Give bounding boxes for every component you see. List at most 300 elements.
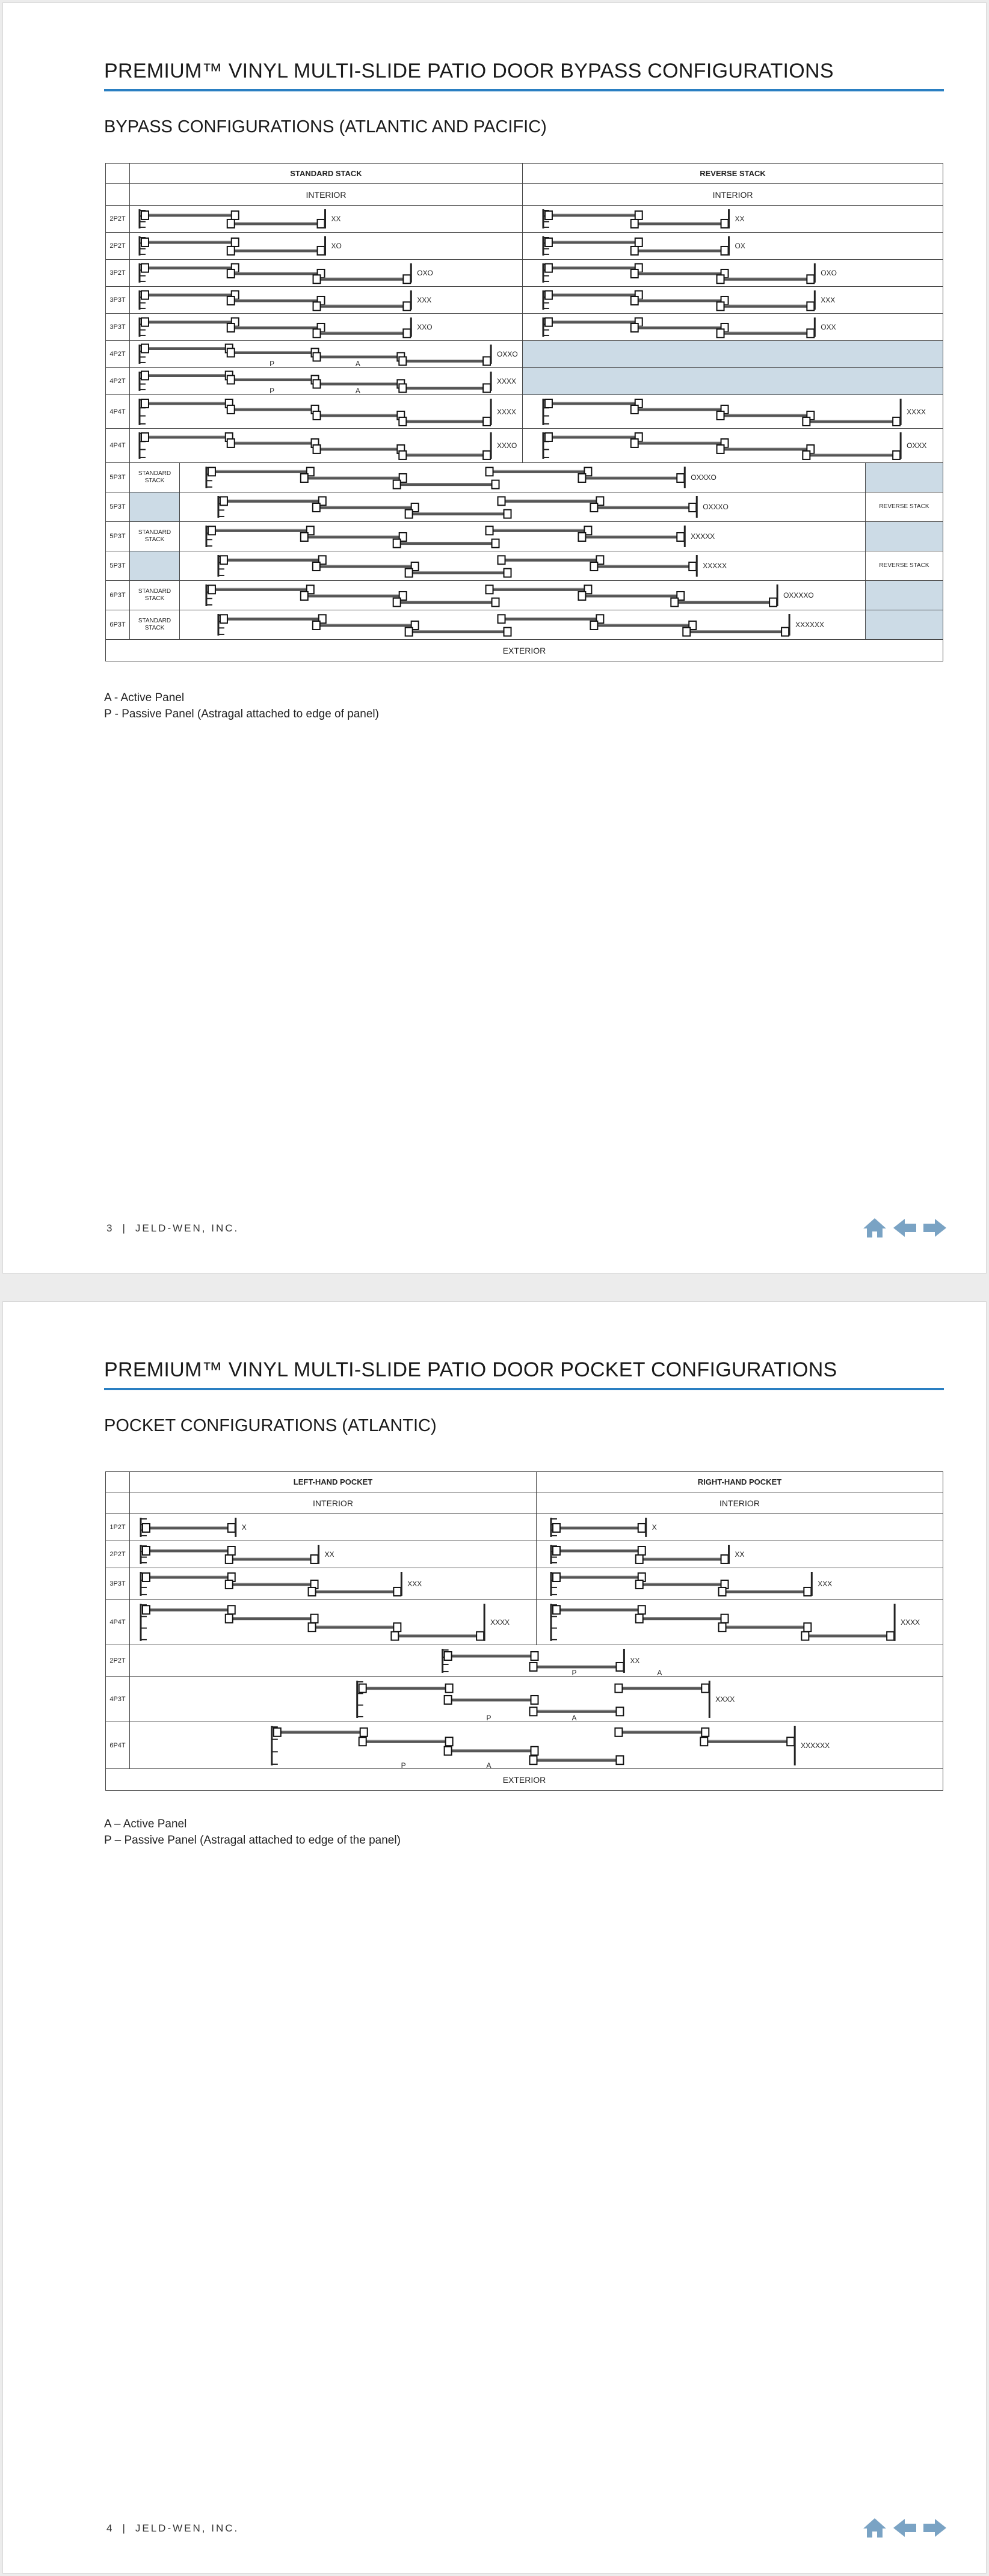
door-panel <box>719 1623 812 1631</box>
legend-item-active: A - Active Panel <box>104 692 185 704</box>
standard-stack-diagram <box>130 367 523 394</box>
configuration-label: XX <box>735 214 745 223</box>
row-code: 6P3T <box>106 610 130 640</box>
reverse-stack-svg <box>523 233 943 259</box>
legend <box>104 690 379 722</box>
left-pocket-svg <box>130 1600 536 1645</box>
door-panel <box>631 296 729 305</box>
door-panel <box>359 1737 453 1746</box>
standard-stack-svg <box>130 233 522 259</box>
door-panel <box>301 474 407 482</box>
door-panel <box>399 417 490 426</box>
stack-label-left <box>130 492 180 522</box>
reverse-stack-svg <box>523 287 943 313</box>
configuration-label: XX <box>331 214 341 223</box>
left-pocket-svg <box>130 1514 536 1541</box>
left-hand-pocket-diagram <box>130 1599 537 1645</box>
legend-item-passive: P – Passive Panel (Astragal attached to edge of the panel) <box>104 1834 401 1847</box>
stack-label-right <box>866 463 943 492</box>
door-panel <box>227 247 325 255</box>
door-panel <box>545 238 642 247</box>
navigation-buttons <box>861 1216 948 1239</box>
configuration-label: OXXX <box>907 441 927 450</box>
door-panel <box>227 405 319 414</box>
table-row <box>106 463 943 492</box>
stack-label-left: STANDARD STACK <box>130 581 180 610</box>
row-code: 5P3T <box>106 463 130 492</box>
panel-mark-label: A <box>572 1713 577 1722</box>
door-panel <box>226 1580 318 1589</box>
page-footer <box>106 1222 239 1234</box>
arrow-right-icon[interactable] <box>922 1216 948 1239</box>
standard-stack-svg <box>130 368 522 394</box>
door-panel <box>208 527 314 535</box>
left-pocket-svg <box>130 1541 536 1568</box>
door-panel <box>631 324 729 332</box>
page-title: PREMIUM™ VINYL MULTI-SLIDE PATIO DOOR BYPASS CONFIGURATIONS <box>104 60 834 82</box>
door-panel <box>671 598 777 607</box>
door-panel <box>226 1555 318 1563</box>
configuration-label: XXXXX <box>691 532 715 541</box>
door-panel <box>578 592 684 600</box>
configuration-label: XXX <box>818 1579 833 1588</box>
door-panel <box>393 598 499 607</box>
title-rule <box>104 1388 944 1390</box>
home-icon[interactable] <box>861 2516 888 2539</box>
configuration-label: OXO <box>821 268 837 277</box>
arrow-left-icon[interactable] <box>892 1216 918 1239</box>
door-panel <box>545 264 642 272</box>
door-panel <box>274 1728 368 1736</box>
footer-separator: | <box>122 2522 127 2534</box>
exterior-label: EXTERIOR <box>106 640 943 661</box>
reverse-stack-svg <box>523 395 943 429</box>
door-panel <box>141 317 239 326</box>
right-pocket-svg <box>537 1600 943 1645</box>
configuration-label: OXO <box>417 268 433 277</box>
row-code: 3P3T <box>106 286 130 313</box>
page-3 <box>2 2 987 1274</box>
row-code: 4P4T <box>106 1599 130 1645</box>
row-code: 6P3T <box>106 581 130 610</box>
pocket-configurations-table <box>105 1471 943 1791</box>
configuration-label: OXXXXO <box>783 591 814 600</box>
door-panel <box>143 1573 235 1581</box>
wide-diagram <box>180 610 866 640</box>
row-code: 3P2T <box>106 259 130 286</box>
door-panel <box>636 1555 729 1563</box>
row-code: 4P2T <box>106 340 130 367</box>
company-name: JELD-WEN, INC. <box>135 2522 239 2534</box>
right-hand-pocket-diagram <box>537 1514 943 1541</box>
configuration-label: XXXXX <box>703 562 727 571</box>
door-panel <box>313 411 405 420</box>
door-panel <box>141 264 239 272</box>
panel-mark-label: P <box>572 1668 577 1676</box>
reverse-stack-svg <box>523 260 943 286</box>
table-row <box>106 551 943 581</box>
row-code: 4P2T <box>106 367 130 394</box>
table-row <box>106 394 943 429</box>
door-panel <box>545 211 642 219</box>
reverse-stack-diagram <box>523 206 943 233</box>
standard-stack-diagram <box>130 340 523 367</box>
table-row <box>106 1568 943 1599</box>
panel-mark-label: A <box>355 386 360 394</box>
door-panel <box>578 533 684 541</box>
wide-diagram <box>180 581 866 610</box>
right-hand-pocket-diagram <box>537 1568 943 1599</box>
configuration-label: XXX <box>417 295 432 304</box>
center-pocket-diagram <box>130 1645 943 1676</box>
wide-diagram <box>180 551 866 581</box>
configuration-label: X <box>241 1523 247 1532</box>
door-panel <box>445 1652 538 1660</box>
row-code: 1P2T <box>106 1514 130 1541</box>
door-panel <box>405 628 511 636</box>
door-panel <box>803 451 900 459</box>
navigation-buttons <box>861 2516 948 2539</box>
panel-mark-label: A <box>355 359 360 367</box>
corner-cell <box>106 184 130 206</box>
row-code: 3P3T <box>106 313 130 340</box>
legend-item-active: A – Active Panel <box>104 1818 187 1830</box>
row-code: 2P2T <box>106 1645 130 1676</box>
table-row <box>106 313 943 340</box>
door-panel <box>309 1587 401 1596</box>
column-header-left-hand-pocket: LEFT-HAND POCKET <box>130 1472 537 1492</box>
reverse-stack-diagram <box>523 286 943 313</box>
door-panel <box>141 433 233 441</box>
corner-cell <box>106 1492 130 1514</box>
door-panel <box>553 1573 645 1581</box>
stack-label-left: STANDARD STACK <box>130 522 180 551</box>
row-code: 5P3T <box>106 551 130 581</box>
configuration-label: XXXX <box>715 1694 735 1704</box>
standard-stack-svg <box>130 287 522 313</box>
door-panel <box>301 592 407 600</box>
door-panel <box>313 621 419 630</box>
wide-diagram-svg <box>180 463 865 492</box>
panel-mark-label: P <box>401 1761 406 1769</box>
bypass-configurations-table <box>105 163 943 661</box>
door-panel <box>636 1614 729 1622</box>
configuration-label: XXXX <box>497 407 517 416</box>
stack-label-left <box>130 551 180 581</box>
door-panel <box>717 329 815 337</box>
configuration-label: XXXXXX <box>795 621 825 630</box>
door-panel <box>498 497 604 506</box>
wide-diagram-svg <box>180 492 865 521</box>
door-panel <box>717 302 815 310</box>
row-code: 2P2T <box>106 232 130 259</box>
door-panel <box>141 344 233 352</box>
center-pocket-svg <box>130 1677 943 1722</box>
door-panel <box>717 275 815 283</box>
door-panel <box>227 375 319 384</box>
door-panel <box>220 615 326 623</box>
table-row <box>106 492 943 522</box>
configuration-label: XX <box>735 1550 745 1559</box>
table-row <box>106 286 943 313</box>
door-panel <box>803 417 900 426</box>
wide-diagram-svg <box>180 551 865 580</box>
standard-stack-diagram <box>130 394 523 429</box>
configuration-label: XXX <box>407 1579 422 1588</box>
row-code: 4P3T <box>106 1676 130 1722</box>
panel-mark-label: A <box>486 1761 491 1769</box>
configuration-label: XXXX <box>901 1618 920 1627</box>
door-panel <box>578 474 684 482</box>
door-panel <box>636 1580 729 1589</box>
panel-mark-label: P <box>486 1713 491 1722</box>
door-panel <box>545 317 642 326</box>
standard-stack-diagram <box>130 206 523 233</box>
configuration-label: OXX <box>821 322 836 331</box>
door-panel <box>700 1737 794 1746</box>
stack-label-right: REVERSE STACK <box>866 492 943 522</box>
configuration-label: XXXO <box>497 441 517 450</box>
right-pocket-svg <box>537 1514 943 1541</box>
standard-stack-svg <box>130 395 522 429</box>
page-number: 3 <box>106 1222 114 1234</box>
door-panel <box>141 399 233 408</box>
section-title: POCKET CONFIGURATIONS (ATLANTIC) <box>104 1416 437 1435</box>
page-footer <box>106 2522 239 2535</box>
door-panel <box>227 439 319 447</box>
center-pocket-svg <box>130 1722 943 1769</box>
table-row <box>106 232 943 259</box>
door-panel <box>445 1696 538 1704</box>
door-panel <box>399 451 490 459</box>
exterior-label: EXTERIOR <box>106 1769 943 1791</box>
stack-label-left: STANDARD STACK <box>130 610 180 640</box>
door-panel <box>631 219 729 228</box>
door-panel <box>590 503 696 512</box>
door-panel <box>143 1524 235 1532</box>
company-name: JELD-WEN, INC. <box>135 1222 239 1234</box>
standard-stack-diagram <box>130 232 523 259</box>
corner-cell <box>106 1472 130 1492</box>
door-panel <box>141 238 239 247</box>
door-panel <box>313 275 411 283</box>
column-header-standard-stack: STANDARD STACK <box>130 164 523 184</box>
center-pocket-svg <box>130 1645 943 1676</box>
door-panel <box>553 1524 645 1532</box>
standard-stack-diagram <box>130 313 523 340</box>
door-panel <box>486 527 592 535</box>
door-panel <box>545 433 642 441</box>
configuration-label: XXXX <box>497 376 517 385</box>
door-panel <box>208 586 314 594</box>
interior-label-right: INTERIOR <box>523 184 943 206</box>
door-panel <box>359 1684 453 1692</box>
door-panel <box>801 1631 894 1640</box>
configuration-label: XXXXXX <box>801 1741 830 1750</box>
right-hand-pocket-diagram <box>537 1599 943 1645</box>
door-panel <box>313 329 411 337</box>
table-row <box>106 367 943 394</box>
stack-label-right <box>866 581 943 610</box>
door-panel <box>309 1623 401 1631</box>
door-panel <box>683 628 789 636</box>
door-panel <box>615 1684 709 1692</box>
footer-separator: | <box>122 1222 127 1234</box>
reverse-stack-diagram <box>523 259 943 286</box>
wide-diagram <box>180 463 866 492</box>
standard-stack-svg <box>130 341 522 367</box>
arrow-right-icon[interactable] <box>922 2516 948 2539</box>
door-panel <box>313 503 419 512</box>
door-panel <box>486 468 592 476</box>
door-panel <box>545 290 642 299</box>
wide-diagram-svg <box>180 581 865 610</box>
corner-cell <box>106 164 130 184</box>
door-panel <box>545 399 642 408</box>
table-row <box>106 429 943 463</box>
door-panel <box>631 439 729 447</box>
row-code: 2P2T <box>106 206 130 233</box>
door-panel <box>141 371 233 379</box>
door-panel <box>530 1756 624 1764</box>
wide-diagram <box>180 522 866 551</box>
door-panel <box>393 539 499 548</box>
standard-stack-diagram <box>130 259 523 286</box>
row-code: 4P4T <box>106 429 130 463</box>
door-panel <box>393 480 499 489</box>
door-panel <box>717 411 815 420</box>
door-panel <box>313 445 405 453</box>
door-panel <box>227 296 325 305</box>
door-panel <box>553 1605 645 1614</box>
configuration-label: XXXX <box>907 407 926 416</box>
column-header-reverse-stack: REVERSE STACK <box>523 164 943 184</box>
interior-label-left: INTERIOR <box>130 184 523 206</box>
configuration-label: XXO <box>417 322 433 331</box>
door-panel <box>226 1614 318 1622</box>
door-panel <box>141 290 239 299</box>
table-row <box>106 610 943 640</box>
reverse-stack-svg <box>523 341 943 367</box>
arrow-left-icon[interactable] <box>892 2516 918 2539</box>
legend-item-passive: P - Passive Panel (Astragal attached to edge of panel) <box>104 708 379 720</box>
door-panel <box>590 621 696 630</box>
door-panel <box>143 1547 235 1555</box>
right-hand-pocket-diagram <box>537 1541 943 1568</box>
row-code: 2P2T <box>106 1541 130 1568</box>
table-row <box>106 340 943 367</box>
configuration-label: XXX <box>821 295 836 304</box>
page-number: 4 <box>106 2522 114 2534</box>
configuration-label: XXXX <box>490 1618 510 1627</box>
door-panel <box>227 219 325 228</box>
table-row <box>106 1599 943 1645</box>
table-row <box>106 259 943 286</box>
door-panel <box>143 1605 235 1614</box>
door-panel <box>405 510 511 518</box>
right-pocket-svg <box>537 1568 943 1599</box>
panel-mark-label: P <box>270 386 275 394</box>
center-pocket-diagram <box>130 1722 943 1769</box>
table-row <box>106 206 943 233</box>
reverse-stack-diagram <box>523 429 943 463</box>
standard-stack-svg <box>130 314 522 340</box>
door-panel <box>498 615 604 623</box>
interior-label-right: INTERIOR <box>537 1492 943 1514</box>
home-icon[interactable] <box>861 1216 888 1239</box>
door-panel <box>399 384 490 392</box>
row-code: 5P3T <box>106 522 130 551</box>
door-panel <box>227 269 325 278</box>
standard-stack-svg <box>130 429 522 462</box>
standard-stack-svg <box>130 260 522 286</box>
configuration-label: OXXXO <box>691 473 716 482</box>
door-panel <box>631 405 729 414</box>
table-row <box>106 1541 943 1568</box>
column-header-right-hand-pocket: RIGHT-HAND POCKET <box>537 1472 943 1492</box>
configuration-label: XO <box>331 241 342 250</box>
reverse-stack-diagram <box>523 313 943 340</box>
stack-label-left: STANDARD STACK <box>130 463 180 492</box>
door-panel <box>220 556 326 565</box>
configuration-label: X <box>652 1523 657 1532</box>
door-panel <box>631 269 729 278</box>
center-pocket-diagram <box>130 1676 943 1722</box>
wide-diagram-svg <box>180 522 865 551</box>
reverse-stack-diagram <box>523 394 943 429</box>
left-hand-pocket-diagram <box>130 1568 537 1599</box>
left-hand-pocket-diagram <box>130 1541 537 1568</box>
reverse-stack-svg <box>523 206 943 232</box>
door-panel <box>208 468 314 476</box>
door-panel <box>227 348 319 357</box>
configuration-label: XX <box>324 1550 334 1559</box>
door-panel <box>301 533 407 541</box>
left-hand-pocket-diagram <box>130 1514 537 1541</box>
standard-stack-diagram <box>130 429 523 463</box>
right-pocket-svg <box>537 1541 943 1568</box>
stack-label-right: REVERSE STACK <box>866 551 943 581</box>
reverse-stack-diagram <box>523 340 943 367</box>
door-panel <box>220 497 326 506</box>
title-rule <box>104 89 944 91</box>
left-pocket-svg <box>130 1568 536 1599</box>
standard-stack-svg <box>130 206 522 232</box>
configuration-label: OXXO <box>497 349 518 358</box>
reverse-stack-diagram <box>523 232 943 259</box>
door-panel <box>141 211 239 219</box>
door-panel <box>553 1547 645 1555</box>
standard-stack-diagram <box>130 286 523 313</box>
door-panel <box>227 324 325 332</box>
row-code: 4P4T <box>106 394 130 429</box>
wide-diagram-svg <box>180 610 865 639</box>
reverse-stack-svg <box>523 314 943 340</box>
panel-mark-label: P <box>270 359 275 367</box>
door-panel <box>399 357 490 365</box>
door-panel <box>719 1587 812 1596</box>
legend <box>104 1816 401 1848</box>
table-row <box>106 1514 943 1541</box>
configuration-label: OX <box>735 241 745 250</box>
door-panel <box>615 1728 709 1736</box>
configuration-label: XX <box>630 1656 640 1665</box>
table-row <box>106 1722 943 1769</box>
table-row <box>106 581 943 610</box>
door-panel <box>486 586 592 594</box>
door-panel <box>631 247 729 255</box>
door-panel <box>313 562 419 571</box>
